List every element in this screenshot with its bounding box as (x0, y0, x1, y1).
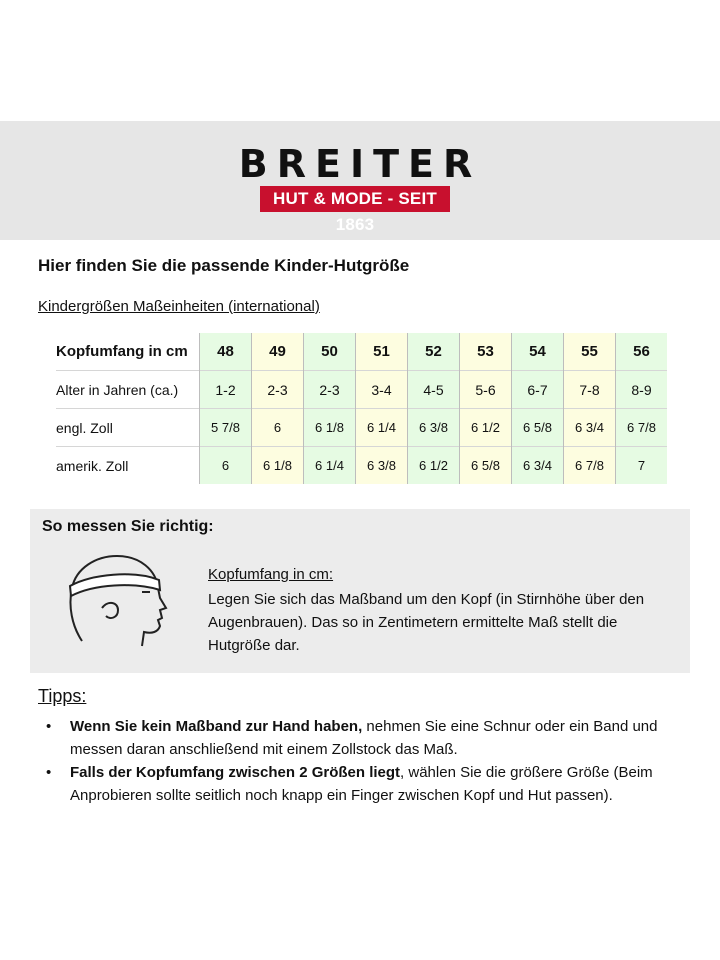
table-cell: 54 (512, 333, 564, 371)
table-cell: 6 1/2 (408, 447, 460, 485)
table-cell: 56 (616, 333, 668, 371)
table-cell: 5-6 (460, 371, 512, 409)
table-row (56, 409, 667, 447)
table-cell: 3-4 (356, 371, 408, 409)
row-label: Kopfumfang in cm (56, 343, 188, 360)
row-label: engl. Zoll (56, 419, 113, 436)
tip-bold: Wenn Sie kein Maßband zur Hand haben, (70, 718, 363, 735)
table-cell: 6 1/8 (304, 409, 356, 447)
table-cell: 49 (252, 333, 304, 371)
table-cell: 2-3 (252, 371, 304, 409)
table-cell: 4-5 (408, 371, 460, 409)
brand-logo: BREITER (238, 142, 482, 186)
table-cell: 6 (252, 409, 304, 447)
row-label: amerik. Zoll (56, 457, 129, 474)
table-cell: 6 (200, 447, 252, 485)
measure-subheading: Kopfumfang in cm: (208, 566, 334, 583)
table-cell: 8-9 (616, 371, 668, 409)
table-cell: 6 1/4 (304, 447, 356, 485)
table-cell: 48 (200, 333, 252, 371)
table-cell: 53 (460, 333, 512, 371)
table-cell: 2-3 (304, 371, 356, 409)
head-measuring-icon (62, 546, 172, 656)
page-title: Hier finden Sie die passende Kinder-Hutgröße (38, 256, 410, 275)
table-cell: 51 (356, 333, 408, 371)
table-cell: 7-8 (564, 371, 616, 409)
table-cell: 6 7/8 (564, 447, 616, 485)
table-cell: 6 7/8 (616, 409, 668, 447)
measure-title: So messen Sie richtig: (42, 518, 214, 535)
table-row (56, 333, 667, 371)
table-cell: 6 3/4 (564, 409, 616, 447)
tip-item (46, 761, 692, 807)
tips-list (46, 715, 692, 807)
measure-text: Legen Sie sich das Maßband um den Kopf (in Stirnhöhe über den Augenbrauen). Das so in Zentimetern ermittelte Maß stellt die Hutgröße dar. (208, 591, 645, 654)
table-row (56, 447, 667, 485)
table-cell: 6 3/8 (356, 447, 408, 485)
table-cell: 50 (304, 333, 356, 371)
table-cell: 6 3/8 (408, 409, 460, 447)
table-cell: 55 (564, 333, 616, 371)
table-cell: 6 5/8 (512, 409, 564, 447)
tips-title: Tipps: (38, 686, 87, 706)
table-cell: 1-2 (200, 371, 252, 409)
table-cell: 6 3/4 (512, 447, 564, 485)
table-cell: 52 (408, 333, 460, 371)
row-label: Alter in Jahren (ca.) (56, 381, 179, 398)
brand-tagline: HUT & MODE - SEIT 1863 (260, 186, 450, 212)
table-subtitle: Kindergrößen Maßeinheiten (international) (38, 298, 320, 315)
table-cell: 6 5/8 (460, 447, 512, 485)
table-cell: 6-7 (512, 371, 564, 409)
tip-text: nehmen Sie eine Schnur oder ein Band und messen daran anschließend mit einem Zollstock das Maß. (70, 718, 658, 758)
bullet-icon: • (46, 764, 52, 781)
tip-item (46, 715, 692, 761)
table-cell: 6 1/8 (252, 447, 304, 485)
table-row (56, 371, 667, 409)
table-cell: 7 (616, 447, 668, 485)
size-table (56, 333, 667, 484)
bullet-icon: • (46, 718, 52, 735)
tip-text: , wählen Sie die größere Größe (Beim Anprobieren sollte seitlich noch knapp ein Finger zwischen Kopf und Hut passen). (70, 764, 653, 804)
table-cell: 5 7/8 (200, 409, 252, 447)
table-cell: 6 1/2 (460, 409, 512, 447)
tip-bold: Falls der Kopfumfang zwischen 2 Größen liegt (70, 764, 401, 781)
table-cell: 6 1/4 (356, 409, 408, 447)
